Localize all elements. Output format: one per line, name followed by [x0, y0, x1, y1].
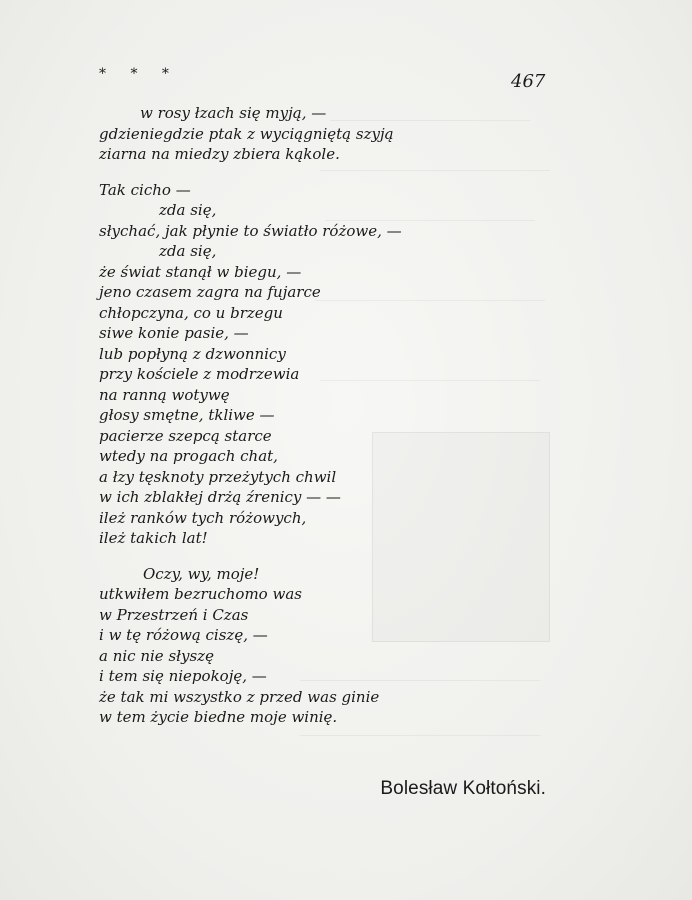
poem-line: gdzieniegdzie ptak z wyciągniętą szyją — [99, 124, 394, 143]
poem-line: pacierze szepcą starce — [99, 426, 272, 445]
poem-line: w Przestrzeń i Czas — [99, 605, 249, 624]
poem-line: na ranną wotywę — [99, 385, 230, 404]
poem-line: wtedy na progach chat, — [99, 447, 278, 465]
poem-line: chłopczyna, co u brzegu — [99, 303, 283, 322]
poem-line: w ich zblakłej drżą źrenicy — — — [99, 488, 341, 506]
poem-line: lub popłyną z dzwonnicy — [99, 344, 286, 363]
poem-line: przy kościele z modrzewia — [99, 365, 300, 383]
poem-line: Oczy, wy, moje! — [143, 564, 260, 583]
author-signature: Bolesław Kołtoński. — [380, 778, 546, 799]
stanza-gap — [99, 549, 549, 564]
bleed-through-line — [300, 735, 540, 736]
section-stars: * * * — [99, 66, 179, 82]
poem-line: w tem życie biedne moje winię. — [99, 708, 338, 726]
page-number: 467 — [511, 71, 546, 92]
poem-line: utkwiłem bezruchomo was — [99, 585, 302, 603]
poem — [99, 103, 549, 728]
poem-line: ziarna na miedzy zbiera kąkole. — [99, 145, 340, 163]
poem-line: słychać, jak płynie to światło różowe, — — [99, 221, 402, 240]
poem-line: ileż takich lat! — [99, 529, 208, 547]
poem-line: że tak mi wszystko z przed was ginie — [99, 687, 380, 706]
poem-line: że świat stanął w biegu, — — [99, 262, 302, 281]
poem-line: zda się, — [159, 201, 217, 219]
poem-line: a nic nie słyszę — [99, 646, 214, 665]
poem-line: jeno czasem zagra na fujarce — [99, 283, 321, 301]
poem-line: głosy smętne, tkliwe — — [99, 406, 275, 424]
poem-line: Tak cicho — — [99, 180, 191, 199]
poem-line: i tem się niepokoję, — — [99, 667, 267, 685]
poem-line: a łzy tęsknoty przeżytych chwil — [99, 467, 337, 486]
poem-line: i w tę różową ciszę, — — [99, 626, 268, 644]
poem-line: zda się, — [159, 242, 217, 260]
poem-line: siwe konie pasie, — — [99, 324, 249, 342]
stanza-gap — [99, 165, 549, 180]
poem-line: ileż ranków tych różowych, — [99, 508, 307, 527]
poem-line: w rosy łzach się myją, — — [140, 104, 327, 122]
